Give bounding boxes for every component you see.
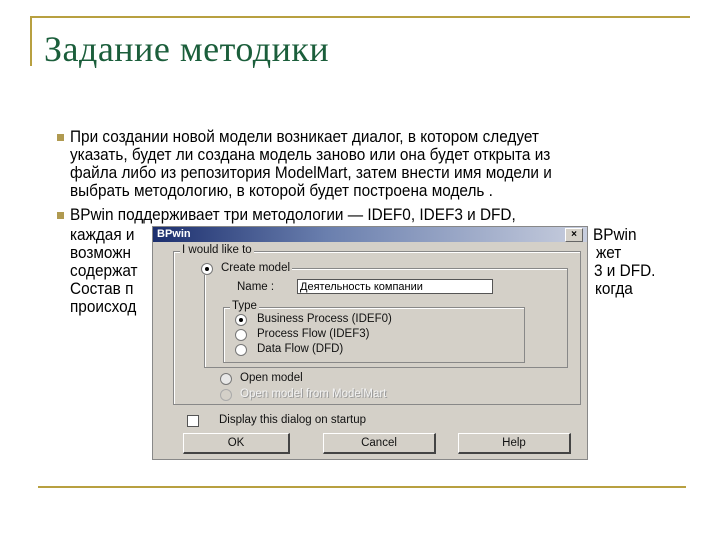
create-model-label: Create model	[221, 262, 291, 274]
bullet2-fragment: содержат	[70, 262, 138, 280]
cancel-button[interactable]: Cancel	[323, 433, 436, 454]
slide-title: Задание методики	[44, 29, 330, 69]
open-model-label[interactable]: Open model	[240, 372, 303, 384]
bullet1-line: файла либо из репозитория ModelMart, затем внести имя модели и	[70, 164, 552, 182]
model-name-input[interactable]	[297, 279, 493, 294]
bullet2-fragment: Состав п	[70, 280, 134, 298]
group-label: I would like to	[182, 244, 252, 256]
create-model-dialog	[152, 226, 588, 460]
help-button[interactable]: Help	[458, 433, 571, 454]
bullet2-fragment: BPwin	[593, 226, 637, 244]
bullet-icon	[57, 134, 64, 141]
title-rule-top	[30, 16, 690, 18]
close-icon[interactable]: ×	[565, 228, 583, 242]
dialog-title: BPwin	[157, 228, 191, 240]
type-label: Type	[232, 300, 257, 312]
i-would-like-to-group	[173, 244, 581, 405]
bullet1-line: выбрать методологию, в которой будет построена модель .	[70, 182, 493, 200]
idef3-label[interactable]: Process Flow (IDEF3)	[257, 328, 370, 340]
title-rule-left	[30, 16, 32, 66]
ok-button[interactable]: OK	[183, 433, 290, 454]
idef0-label[interactable]: Business Process (IDEF0)	[257, 313, 392, 325]
dialog-titlebar[interactable]	[153, 227, 587, 242]
bullet1-line: При создании новой модели возникает диалог, в котором следует	[70, 128, 539, 146]
startup-checkbox-label[interactable]: Display this dialog on startup	[219, 414, 367, 426]
idef0-radio[interactable]	[235, 314, 247, 326]
bullet2-fragment: жет	[596, 244, 622, 262]
dfd-radio[interactable]	[235, 344, 247, 356]
bullet2-fragment: когда	[595, 280, 633, 298]
dfd-label[interactable]: Data Flow (DFD)	[257, 343, 344, 355]
bullet2-fragment: происход	[70, 298, 137, 316]
bullet1-line: указать, будет ли создана модель заново или она будет открыта из	[70, 146, 551, 164]
open-modelmart-radio	[220, 389, 232, 401]
startup-checkbox[interactable]	[187, 415, 199, 427]
bullet-icon	[57, 212, 64, 219]
open-model-radio[interactable]	[220, 373, 232, 385]
bullet2-line: BPwin поддерживает три методологии — IDEF0, IDEF3 и DFD,	[70, 206, 516, 224]
create-model-group	[204, 262, 568, 368]
bullet2-fragment: каждая и	[70, 226, 135, 244]
bullet2-fragment: возможн	[70, 244, 132, 262]
name-label: Name :	[237, 281, 275, 293]
bullet2-fragment: 3 и DFD.	[594, 262, 656, 280]
open-modelmart-label: Open model from ModelMart	[240, 388, 387, 400]
footer-rule	[38, 486, 686, 488]
idef3-radio[interactable]	[235, 329, 247, 341]
create-model-option[interactable]	[199, 262, 292, 275]
create-model-radio[interactable]	[201, 263, 213, 275]
